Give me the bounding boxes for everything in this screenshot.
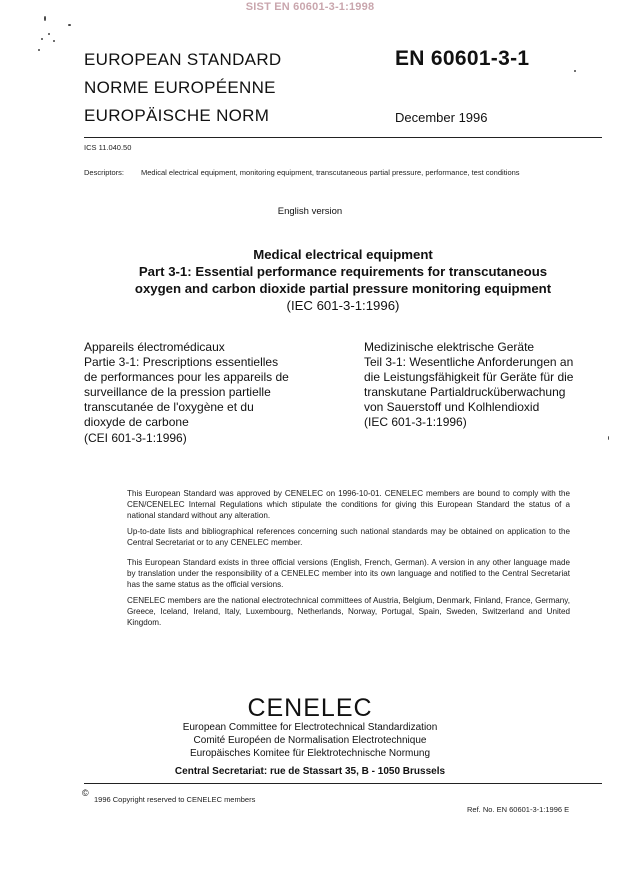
paragraph-versions: This European Standard exists in three official versions (English, French, German). A version in any other language made by translation under the responsibility of a CENELEC member into its own language and notified to the Central Secretariat has the same status as the official versions.: [127, 558, 570, 590]
title-line-4: (IEC 601-3-1:1996): [286, 298, 400, 313]
watermark: SIST EN 60601-3-1:1998: [245, 1, 375, 13]
scan-speck: [44, 16, 46, 21]
paragraph-approval: This European Standard was approved by CENELEC on 1996-10-01. CENELEC members are bound to comply with the CEN/CENELEC Internal Regulations which stipulate the conditions for giving this European Standard the status of a national standard without any alteration.: [127, 489, 570, 521]
standard-title-fr: NORME EUROPÉENNE: [84, 78, 276, 97]
scan-speck: [574, 70, 576, 72]
scan-speck: [608, 436, 609, 440]
scan-speck: [53, 40, 55, 42]
scan-speck: [41, 38, 43, 40]
cenelec-logo: CENELEC: [247, 694, 373, 722]
header-rule: [84, 137, 602, 138]
scan-speck: [38, 49, 40, 51]
title-line-1: Medical electrical equipment: [253, 247, 433, 262]
reference-number: Ref. No. EN 60601-3-1:1996 E: [467, 805, 570, 814]
central-secretariat: Central Secretariat: rue de Stassart 35, B - 1050 Brussels: [174, 766, 446, 777]
title-german: Medizinische elektrische Geräte Teil 3-1: Wesentliche Anforderungen an die Leistungsfähigkeit für Geräte für die transkutane Partialdrucküberwachung von Sauerstoff und Kolhlendioxid (IEC 601-3-1:1996): [364, 340, 574, 430]
org-name-de: Europäisches Komitee für Elektrotechnische Normung: [189, 748, 431, 759]
scan-speck: [48, 33, 50, 35]
version-label: English version: [277, 206, 343, 217]
standard-number: EN 60601-3-1: [395, 47, 530, 70]
title-french: Appareils électromédicaux Partie 3-1: Prescriptions essentielles de performances pour les appareils de surveillance de la pression partielle transcutanée de l'oxygène et du dioxyde de carbone (CEI 601-3-1:1996): [84, 340, 289, 445]
title-line-3: oxygen and carbon dioxide partial pressure monitoring equipment: [134, 281, 552, 296]
org-name-fr: Comité Européen de Normalisation Electrotechnique: [193, 735, 427, 746]
publication-date: December 1996: [395, 110, 488, 125]
descriptors-text: Medical electrical equipment, monitoring equipment, transcutaneous partial pressure, performance, test conditions: [141, 168, 520, 177]
footer-rule: [84, 783, 602, 784]
standard-title-de: EUROPÄISCHE NORM: [84, 106, 270, 125]
document-title: [84, 246, 602, 314]
org-name-en: European Committee for Electrotechnical Standardization: [182, 722, 438, 733]
descriptors-label: Descriptors:: [84, 168, 125, 177]
scan-speck: [68, 24, 71, 26]
paragraph-members: CENELEC members are the national electrotechnical committees of Austria, Belgium, Denmark, Finland, France, Germany, Greece, Iceland, Ireland, Italy, Luxembourg, Netherlands, Norway, Portugal, Spain, Sweden, Switzerland and United Kingdom.: [127, 596, 570, 628]
title-line-2: Part 3-1: Essential performance requirements for transcutaneous: [138, 264, 548, 279]
standard-title-en: EUROPEAN STANDARD: [84, 50, 282, 69]
paragraph-references: Up-to-date lists and bibliographical references concerning such national standards may be obtained on application to the Central Secretariat or to any CENELEC member.: [127, 527, 570, 548]
copyright-symbol: ©: [82, 788, 89, 798]
copyright-notice: 1996 Copyright reserved to CENELEC members: [94, 795, 256, 804]
ics-code: ICS 11.040.50: [84, 143, 132, 152]
